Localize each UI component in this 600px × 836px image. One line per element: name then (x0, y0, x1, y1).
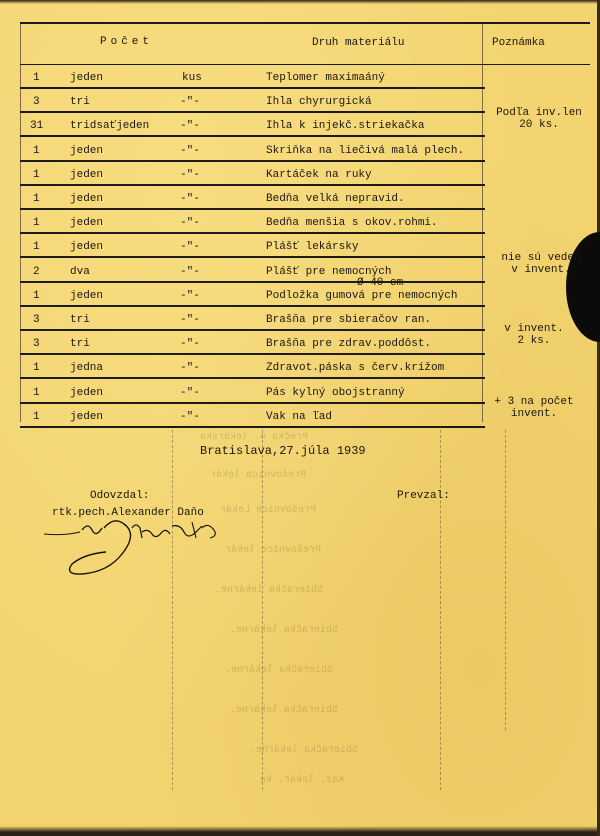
row-unit: -"- (180, 265, 200, 278)
row-count-word: jeden (70, 289, 104, 302)
handwritten-signature (42, 508, 252, 578)
row-material: Brašňa pre sbieračov ran. (266, 314, 432, 326)
row-count-number: 31 (30, 120, 44, 133)
row-unit: -"- (180, 168, 200, 181)
table-header-rule (20, 64, 590, 65)
row-count-word: jeden (70, 217, 104, 230)
row-count-word: jeden (70, 144, 104, 157)
note-inventory-20 (484, 107, 594, 131)
row-count-number: 1 (33, 193, 40, 205)
document-page: Prečka o. lekárska Prešovnica lekár Prešovnice Lekár Prešovnice lekár Sbieračka lekárne. Sbieračka lekárne. Sbieračka lekárne. Sbieračka lekárne. Sbieračka lekárne. Kaz. lekár. ka Počet Druh materiálu Poznámka 1 jeden kus Teplomer maximaáný 3 tri -"- Ihla chyrurgická 31 tridsaťjeden -"- Ihla k injekč.striekačka 1 jeden -"- Skriňka na liečivá malá plech. 1 jeden -"- Kartáček na ruky 1 jeden -"- Bedňa velká nepravid. 1 jeden -"- Bedňa menšia s okov.rohmi. 1 jeden -"- Plášť lekársky 2 dva -"- Plášť pre nemocných 1 jeden -"- Podložka gumová pre nemocných 3 tri -"- Brašňa pre sbieračov ran. 3 tri -"- Brašňa pre zdrav.poddôst. 1 jedna -"- Zdravot.páska s červ.krížom 1 jeden -"- Pás kylný obojstranný 1 jeden -"- Vak na ľad Ø 40 cm Podľa inv.len 20 ks. nie sú veden v invent. v invent. 2 ks. + 3 na počet invent. Bratislava,27.júla 1939 Odovzdal: Prevzal: rtk.pech.Alexander Daňo (0, 0, 600, 836)
row-unit: -"- (180, 386, 200, 399)
row-unit: -"- (180, 289, 200, 302)
row-material: Brašňa pre zdrav.poddôst. (266, 338, 432, 351)
row-count-word: tridsaťjeden (70, 120, 150, 133)
handed-over-name: rtk.pech.Alexander Daňo (52, 507, 204, 519)
row-count-number: 1 (33, 168, 40, 181)
row-count-number: 1 (33, 410, 40, 423)
note-not-in-inventory (486, 252, 596, 276)
note-line: v invent. (511, 264, 571, 276)
row-count-number: 1 (33, 241, 40, 254)
note-line: 20 ks. (519, 119, 559, 131)
row-rule (20, 402, 485, 404)
row-material: Zdravot.páska s červ.krížom (266, 362, 445, 375)
row-unit: -"- (180, 217, 200, 230)
row-material: Vak na ľad (266, 410, 333, 423)
row-count-word: jeden (70, 193, 104, 205)
row-unit: -"- (180, 362, 200, 375)
received-label: Prevzal: (397, 490, 450, 502)
header-material: Druh materiálu (312, 37, 405, 49)
header-note: Poznámka (492, 37, 545, 49)
row-material: Pás kylný obojstranný (266, 386, 405, 399)
row-rule (20, 281, 485, 283)
note-plus-three (484, 396, 584, 420)
row-unit: -"- (180, 144, 200, 157)
row-material: Kartáček na ruky (266, 168, 372, 181)
row-rule (20, 87, 485, 89)
row-count-word: jeden (70, 386, 104, 399)
row-unit: -"- (180, 410, 200, 423)
row-rule (20, 111, 485, 113)
row-count-number: 1 (33, 144, 40, 157)
row-rule (20, 135, 485, 137)
row-rule (20, 377, 485, 379)
row-count-word: jeden (70, 410, 104, 423)
row-material: Ihla k injekč.striekačka (266, 120, 425, 133)
row-unit: -"- (180, 96, 200, 109)
row-unit: -"- (180, 314, 200, 326)
row-count-word: dva (70, 265, 90, 278)
row-count-number: 1 (33, 72, 40, 84)
row-unit: -"- (180, 193, 200, 205)
row-unit: -"- (180, 241, 200, 254)
row-rule (20, 208, 485, 210)
note-line: + 3 na počet (494, 396, 574, 408)
row-count-number: 3 (33, 338, 40, 351)
row-rule (20, 256, 485, 258)
row-rule (20, 329, 485, 331)
row-count-number: 3 (33, 96, 40, 109)
row-count-word: jeden (70, 72, 104, 84)
note-line: 2 ks. (517, 335, 551, 347)
row-rule (20, 305, 485, 307)
row-count-word: jeden (70, 241, 104, 254)
row-count-word: jeden (70, 168, 104, 181)
row-count-number: 2 (33, 265, 40, 278)
row-count-number: 3 (33, 314, 40, 326)
row-count-word: jedna (70, 362, 104, 375)
row-material: Plášť lekársky (266, 241, 359, 254)
header-count: Počet (100, 36, 154, 48)
row-material: Teplomer maximaáný (266, 72, 385, 84)
row-count-word: tri (70, 314, 90, 326)
row-unit: kus (182, 72, 202, 84)
row-rule (20, 232, 485, 234)
note-inventory-2 (484, 323, 584, 347)
row-material: Skriňka na liečivá malá plech. (266, 144, 465, 157)
row-rule (20, 353, 485, 355)
note-line: nie sú veden (501, 252, 581, 264)
row-unit: -"- (180, 338, 200, 351)
row-count-word: tri (70, 338, 90, 351)
table-top-rule (20, 22, 590, 24)
row-unit: -"- (180, 120, 200, 133)
row-rule (20, 184, 485, 186)
note-line: invent. (510, 408, 558, 420)
row-material: Ihla chyrurgická (266, 96, 372, 109)
row-count-number: 1 (33, 289, 40, 302)
extra-dimension: Ø 40 cm (357, 277, 404, 289)
row-rule (20, 160, 485, 162)
row-material: Bedňa menšia s okov.rohmi. (266, 217, 438, 230)
row-count-word: tri (70, 96, 90, 109)
handed-over-label: Odovzdal: (90, 490, 150, 502)
scan-edge-bottom (0, 826, 600, 836)
row-rule (20, 426, 485, 428)
row-count-number: 1 (33, 386, 40, 399)
note-line: Podľa inv.len (496, 107, 582, 119)
row-material: Plášť pre nemocných (266, 265, 392, 278)
note-line: v invent. (504, 323, 564, 335)
row-material: Podložka gumová pre nemocných (266, 289, 458, 302)
place-date: Bratislava,27.júla 1939 (200, 444, 366, 458)
scan-edge-top (0, 0, 600, 4)
row-count-number: 1 (33, 217, 40, 230)
row-count-number: 1 (33, 362, 40, 375)
row-material: Bedňa velká nepravid. (266, 193, 405, 205)
